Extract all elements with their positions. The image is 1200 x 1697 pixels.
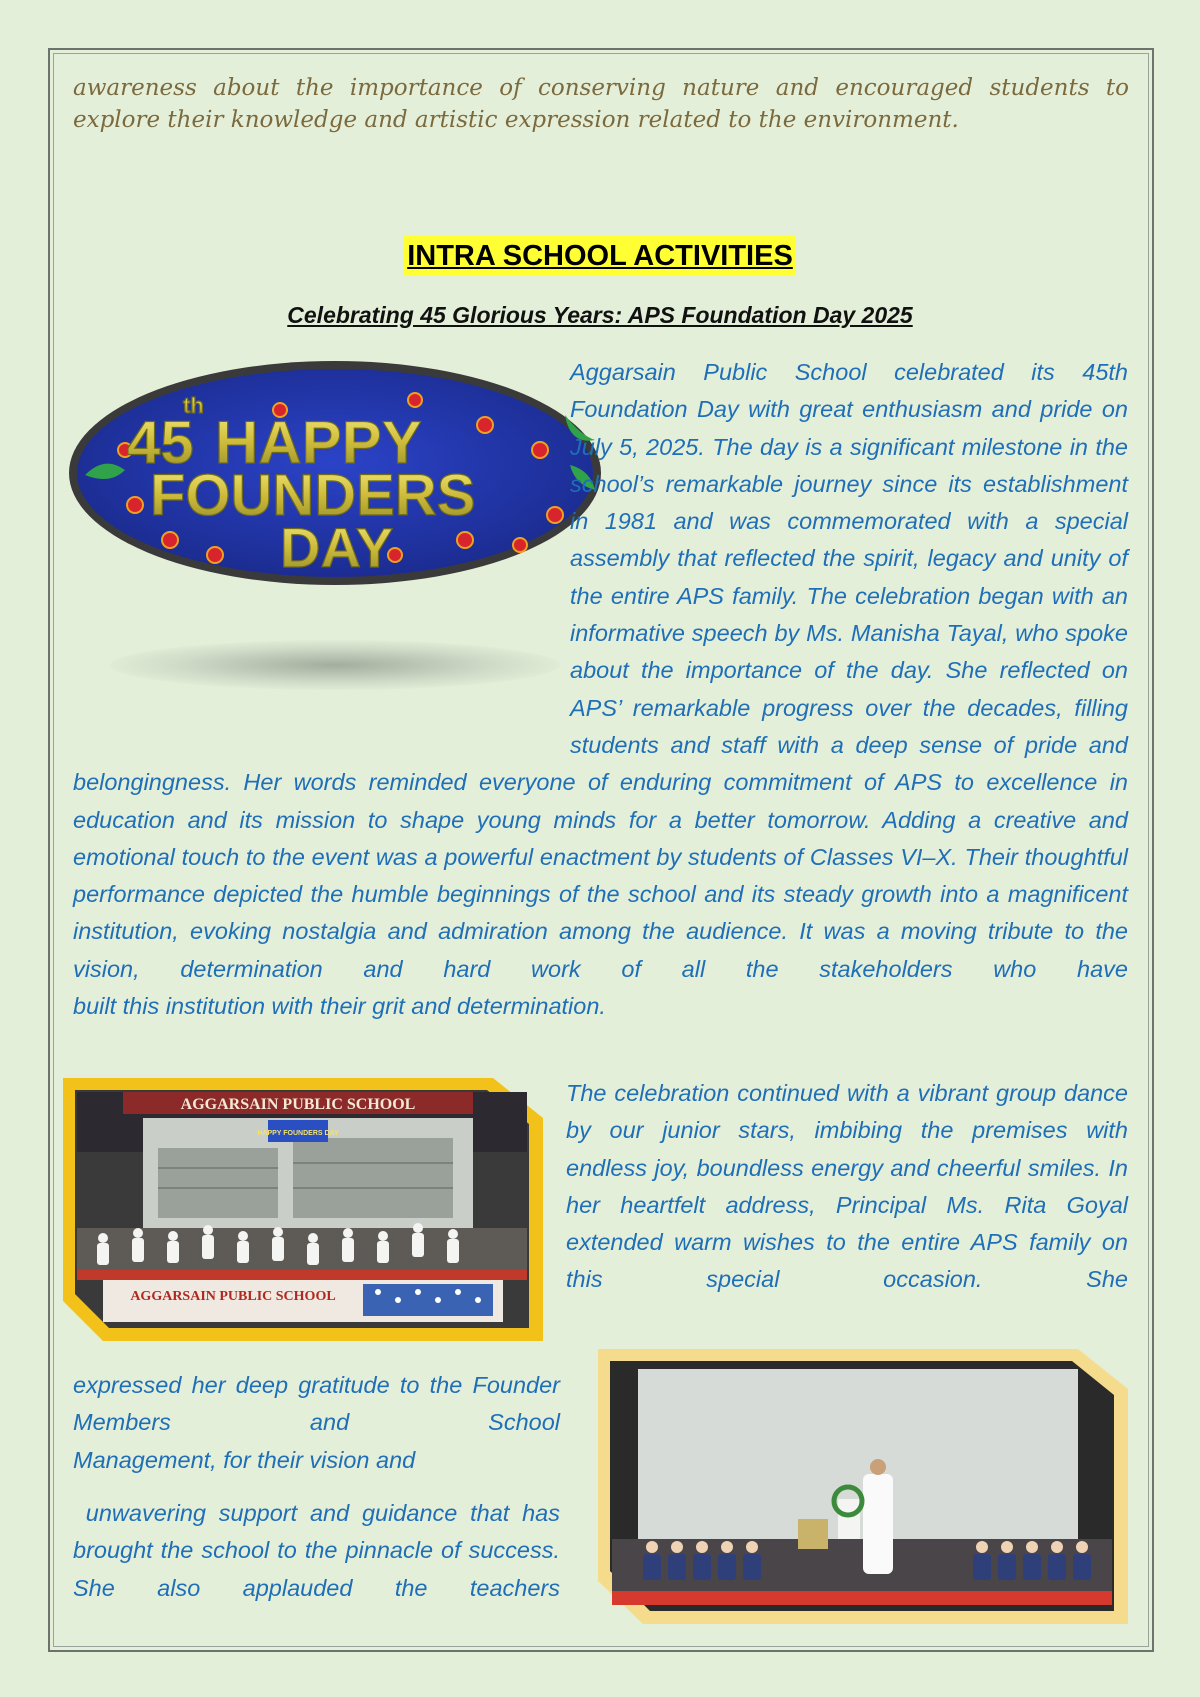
section-heading: INTRA SCHOOL ACTIVITIES bbox=[404, 236, 796, 276]
photo1-banner-bottom: AGGARSAIN PUBLIC SCHOOL bbox=[130, 1289, 336, 1304]
section-heading-wrap bbox=[0, 236, 1200, 276]
intro-paragraph: awareness about the importance of conserving nature and encouraged students to explore their knowledge and artistic expression related to the environment. bbox=[73, 75, 1129, 133]
logo-line-day: DAY bbox=[280, 516, 394, 579]
paragraph-support: unwavering support and guidance that has brought the school to the pinnacle of success. She also applauded the teachers bbox=[73, 1500, 567, 1601]
paragraph-celebration: The celebration continued with a vibrant group dance by our junior stars, imbibing the premises with endless joy, boundless energy and cheerful smiles. In her heartfelt address, Principal Ms. Rita Goyal extended warm wishes to the entire APS family on this special occasion. She bbox=[566, 1080, 1128, 1293]
photo1-banner-top: AGGARSAIN PUBLIC SCHOOL bbox=[180, 1096, 416, 1113]
logo-number: 45 bbox=[127, 409, 194, 476]
paragraph-gratitude-body: expressed her deep gratitude to the Founder Members and School bbox=[73, 1372, 560, 1436]
photo1-screen-label: HAPPY FOUNDERS DAY bbox=[257, 1130, 339, 1137]
paragraph-foundation-day bbox=[73, 354, 1128, 1025]
logo-line-happy: HAPPY bbox=[215, 409, 422, 476]
article-title: Celebrating 45 Glorious Years: APS Foundation Day 2025 bbox=[287, 302, 913, 328]
paragraph-gratitude bbox=[73, 1367, 560, 1479]
paragraph-foundation-day-body: Aggarsain Public School celebrated its 45th Foundation Day with great enthusiasm and pride on July 5, 2025. The day is a significant milestone in the school’s remarkable journey since its establishment in 1981 and was commemorated with a special assembly that reflected the spirit, legacy and unity of the entire APS family. The celebration began with an informative speech by Ms. Manisha Tayal, who spoke about the importance of the day. She reflected on APS’ remarkable progress over the decades, filling students and staff with a deep sense of pride and belongingness. Her words reminded everyone of enduring commitment of APS to excellence in education and its mission to shape young minds for a better tomorrow. Adding a creative and emotional touch to the event was a powerful enactment by students of Classes VI–X. Their thoughtful performance depicted the humble beginnings of the school and its steady growth into a magnificent institution, evoking nostalgia and admiration among the audience. It was a moving tribute to the vision, determination and hard work of all the stakeholders who have bbox=[73, 359, 1128, 982]
logo-spacer bbox=[73, 354, 570, 727]
logo-superscript: th bbox=[183, 393, 204, 418]
photo-principal-address bbox=[598, 1349, 1128, 1624]
paragraph-foundation-day-last: built this institution with their grit and determination. bbox=[73, 993, 606, 1020]
paragraph-gratitude-last: Management, for their vision and bbox=[73, 1446, 416, 1473]
photo-group-dance bbox=[63, 1078, 543, 1341]
logo-line-founders: FOUNDERS bbox=[150, 463, 476, 528]
